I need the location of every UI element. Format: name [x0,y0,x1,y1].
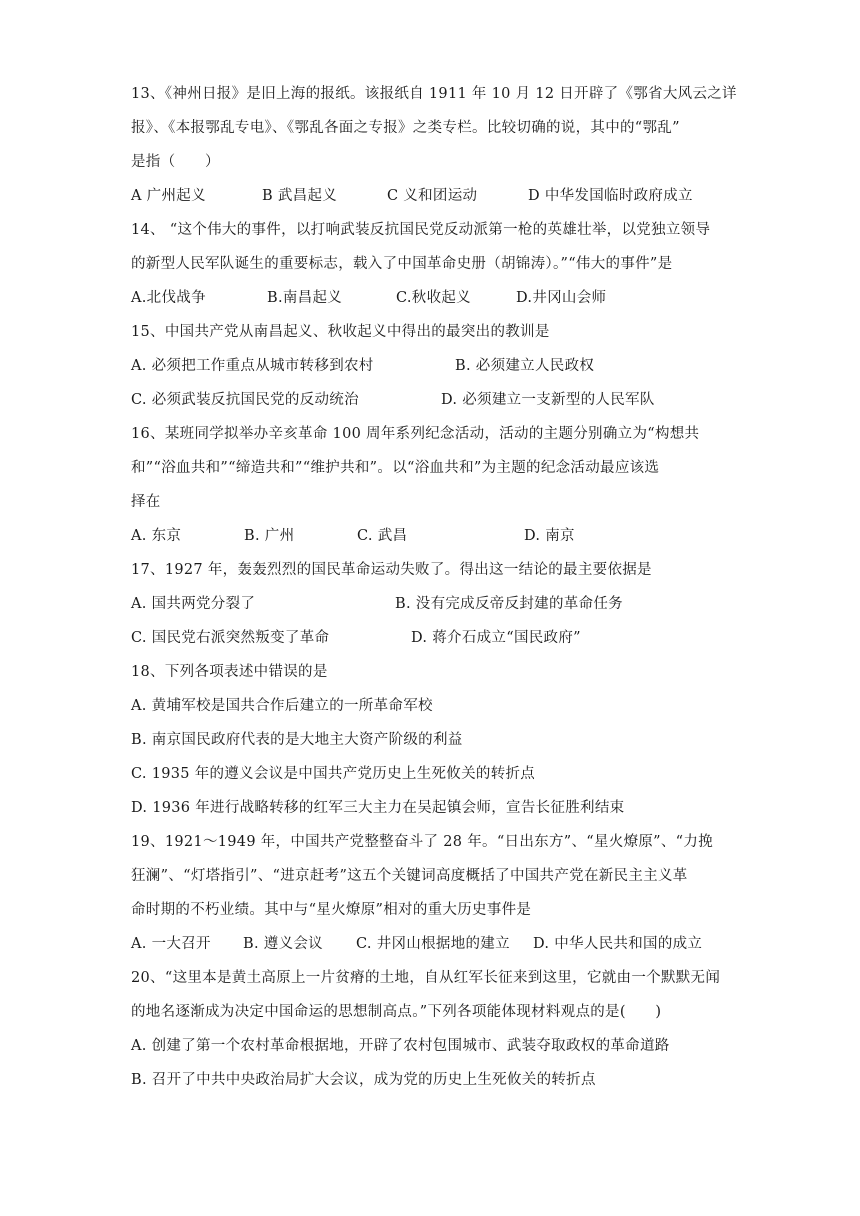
q14-stem-line-1: 14、 “这个伟大的事件，以打响武装反抗国民党反动派第一枪的英雄壮举，以党独立领导 [131,222,711,238]
q20-stem-line-2: 的地名逐渐成为决定中国命运的思想制高点。”下列各项能体现材料观点的是( ) [131,1004,662,1020]
q18-option-a: A. 黄埔军校是国共合作后建立的一所革命军校 [131,698,433,714]
q15-option-c: C. 必须武装反抗国民党的反动统治 [131,392,359,408]
q16-stem-line-2: 和”“浴血共和”“缔造共和”“维护共和”。以“浴血共和”为主题的纪念活动最应该选 [131,460,660,476]
q13-stem-line-1: 13、《神州日报》是旧上海的报纸。该报纸自 1911 年 10 月 12 日开辟了《鄂省大风云之详 [131,86,737,102]
q15-option-d: D. 必须建立一支新型的人民军队 [441,392,655,408]
q14-stem-line-2: 的新型人民军队诞生的重要标志，载入了中国革命史册（胡锦涛）。”“伟大的事件”是 [131,256,673,272]
q16-stem-line-1: 16、某班同学拟举办辛亥革命 100 周年系列纪念活动，活动的主题分别确立为“构想共 [131,426,700,442]
q16-option-d: D. 南京 [524,528,575,544]
q18-stem-line-1: 18、下列各项表述中错误的是 [131,664,328,680]
q18-option-c: C. 1935 年的遵义会议是中国共产党历史上生死攸关的转折点 [131,766,536,782]
q20-option-a: A. 创建了第一个农村革命根据地，开辟了农村包围城市、武装夺取政权的革命道路 [131,1038,670,1054]
q14-option-c: C.秋收起义 [396,290,471,306]
q13-option-b: B 武昌起义 [262,188,338,204]
q13-option-c: C 义和团运动 [387,188,478,204]
q19-option-a: A. 一大召开 [131,936,211,952]
q19-option-c: C. 井冈山根据地的建立 [356,936,510,952]
q16-option-a: A. 东京 [131,528,182,544]
q13-option-a: A 广州起义 [131,188,206,204]
q17-option-a: A. 国共两党分裂了 [131,596,256,612]
q19-stem-line-2: 狂澜”、“灯塔指引”、“进京赶考”这五个关键词高度概括了中国共产党在新民主主义革 [131,868,688,884]
q17-stem-line-1: 17、1927 年，轰轰烈烈的国民革命运动失败了。得出这一结论的最主要依据是 [131,562,652,578]
q14-option-d: D.井冈山会师 [516,290,607,306]
q18-option-b: B. 南京国民政府代表的是大地主大资产阶级的利益 [131,732,463,748]
q19-stem-line-1: 19、1921～1949 年，中国共产党整整奋斗了 28 年。“日出东方”、“星火燎原”、“力挽 [131,834,713,850]
q14-option-b: B.南昌起义 [267,290,343,306]
q13-option-d: D 中华发国临时政府成立 [528,188,693,204]
q16-option-c: C. 武昌 [357,528,408,544]
q15-option-a: A. 必须把工作重点从城市转移到农村 [131,358,374,374]
q13-stem-line-2: 报》、《本报鄂乱专电》、《鄂乱各面之专报》之类专栏。比较切确的说，其中的“鄂乱” [131,120,680,136]
q20-stem-line-1: 20、“这里本是黄土高原上一片贫瘠的土地，自从红军长征来到这里，它就由一个默默无闻 [131,970,721,986]
q15-stem-line-1: 15、中国共产党从南昌起义、秋收起义中得出的最突出的教训是 [131,324,550,340]
q19-option-b: B. 遵义会议 [243,936,323,952]
q15-option-b: B. 必须建立人民政权 [455,358,595,374]
q16-option-b: B. 广州 [244,528,295,544]
q13-stem-line-3: 是指（ ） [131,154,220,170]
q14-option-a: A.北伐战争 [131,290,206,306]
q19-stem-line-3: 命时期的不朽业绩。其中与“星火燎原”相对的重大历史事件是 [131,902,532,918]
q17-option-d: D. 蒋介石成立“国民政府” [411,630,581,646]
q18-option-d: D. 1936 年进行战略转移的红军三大主力在吴起镇会师，宣告长征胜利结束 [131,800,625,816]
q17-option-c: C. 国民党右派突然叛变了革命 [131,630,330,646]
q19-option-d: D. 中华人民共和国的成立 [533,936,703,952]
q17-option-b: B. 没有完成反帝反封建的革命任务 [395,596,623,612]
q20-option-b: B. 召开了中共中央政治局扩大会议，成为党的历史上生死攸关的转折点 [131,1072,596,1088]
q16-stem-line-3: 择在 [131,494,161,510]
